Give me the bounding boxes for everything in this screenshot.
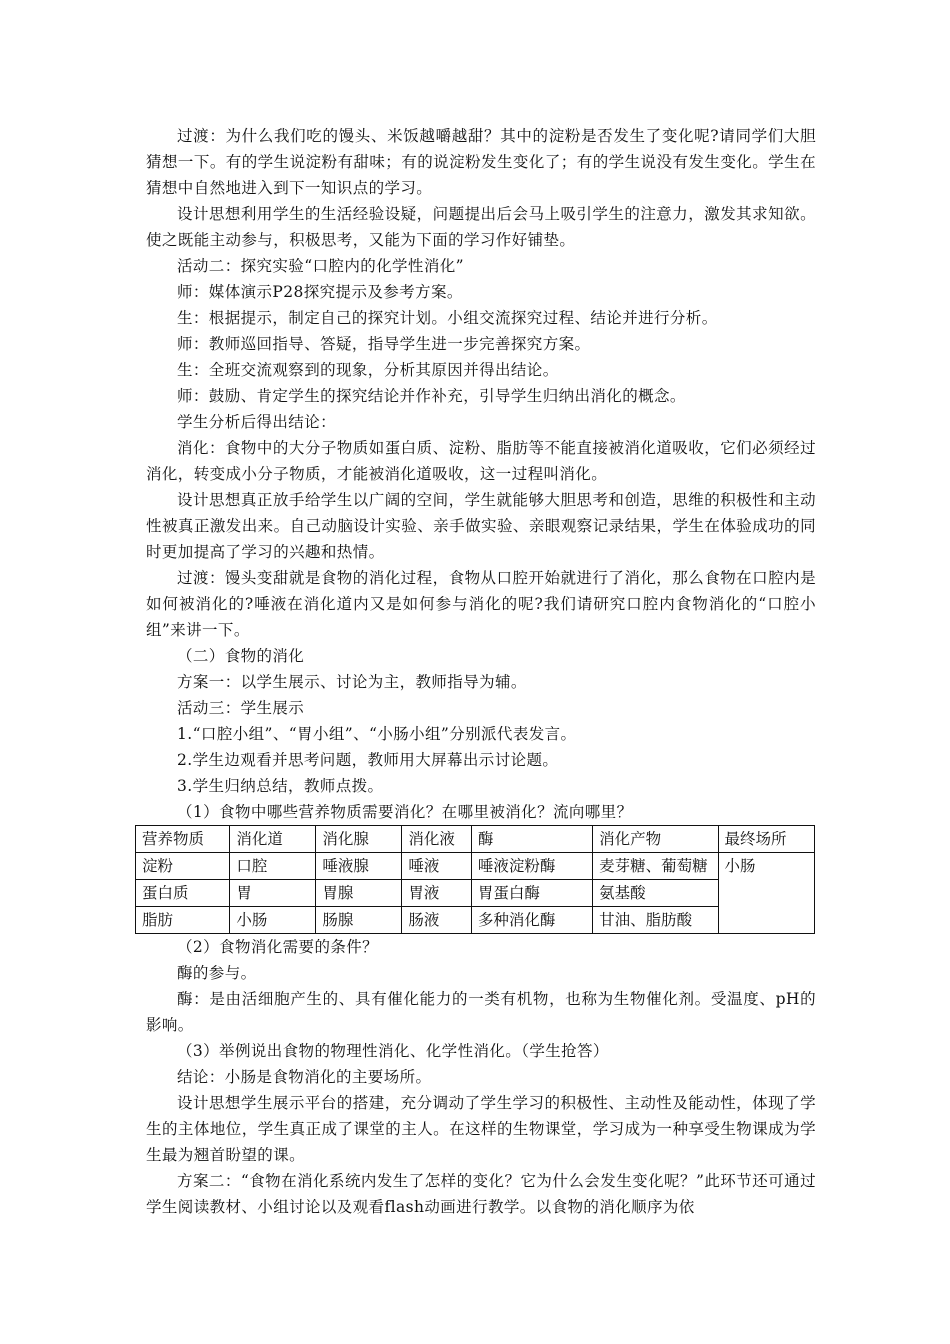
paragraph-conclusion: 结论：小肠是食物消化的主要场所。 (177, 1068, 432, 1086)
list-item-1: 1.“口腔小组”、“胃小组”、“小肠小组”分别派代表发言。 (177, 725, 577, 743)
table-header: 最终场所 (718, 826, 814, 853)
paragraph-design-3: 设计思想学生展示平台的搭建，充分调动了学生学习的积极性、主动性及能动性，体现了学生的主体地位，学生真正成了课堂的主人。在这样的生物课堂，学习成为一种享受生物课成为学生最为翘首盼望的课。 (146, 1094, 816, 1164)
table-cell: 胃蛋白酶 (471, 880, 592, 907)
paragraph-transition-2: 过渡：馒头变甜就是食物的消化过程，食物从口腔开始就进行了消化，那么食物在口腔内是如何被消化的?唾液在消化道内又是如何参与消化的呢?我们请研究口腔内食物消化的“口腔小组”来讲一下。 (146, 569, 816, 639)
question-1: （1）食物中哪些营养物质需要消化？在哪里被消化？流向哪里？ (177, 803, 633, 821)
table-cell: 麦芽糖、葡萄糖 (593, 853, 718, 880)
table-cell: 氨基酸 (593, 880, 718, 907)
table-cell: 胃液 (402, 880, 471, 907)
table-cell: 甘油、脂肪酸 (593, 907, 718, 934)
table-header: 消化道 (230, 826, 316, 853)
paragraph-student-1: 生：根据提示，制定自己的探究计划。小组交流探究过程、结论并进行分析。 (177, 309, 718, 327)
paragraph-plan-2: 方案二：“食物在消化系统内发生了怎样的变化？它为什么会发生变化呢？”此环节还可通过学生阅读教材、小组讨论以及观看flash动画进行教学。以食物的消化顺序为依 (146, 1172, 816, 1216)
table-cell: 肠腺 (316, 907, 402, 934)
paragraph-plan-1: 方案一：以学生展示、讨论为主，教师指导为辅。 (177, 673, 527, 691)
paragraph-teacher-1: 师：媒体演示P28探究提示及参考方案。 (177, 283, 463, 301)
table-header: 消化腺 (316, 826, 402, 853)
section-heading-food-digestion: （二）食物的消化 (177, 647, 305, 665)
paragraph-enzyme-definition: 酶：是由活细胞产生的、具有催化能力的一类有机物，也称为生物催化剂。受温度、pH的影响。 (146, 990, 816, 1034)
table-cell: 唾液腺 (316, 853, 402, 880)
table-cell: 唾液 (402, 853, 471, 880)
paragraph-activity-3: 活动三：学生展示 (177, 699, 305, 717)
document-page (142, 123, 816, 1220)
question-3: （3）举例说出食物的物理性消化、化学性消化。（学生抢答） (177, 1042, 609, 1060)
table-header: 消化液 (402, 826, 471, 853)
table-cell-final-place: 小肠 (718, 853, 814, 934)
paragraph-digestion-definition: 消化：食物中的大分子物质如蛋白质、淀粉、脂肪等不能直接被消化道吸收，它们必须经过消化，转变成小分子物质，才能被消化道吸收，这一过程叫消化。 (146, 439, 816, 483)
paragraph-conclusion-intro: 学生分析后得出结论： (177, 413, 337, 431)
list-item-3: 3.学生归纳总结，教师点拨。 (177, 777, 384, 795)
table-cell: 淀粉 (136, 853, 230, 880)
table-row (136, 853, 815, 880)
table-row (136, 907, 815, 934)
table-header-row (136, 826, 815, 853)
nutrient-digestion-table (135, 825, 815, 934)
table-cell: 胃 (230, 880, 316, 907)
table-cell: 小肠 (230, 907, 316, 934)
table-cell: 脂肪 (136, 907, 230, 934)
answer-2: 酶的参与。 (177, 964, 257, 982)
table-cell: 唾液淀粉酶 (471, 853, 592, 880)
table-header: 消化产物 (593, 826, 718, 853)
table-row (136, 880, 815, 907)
paragraph-design-2: 设计思想真正放手给学生以广阔的空间，学生就能够大胆思考和创造，思维的积极性和主动性被真正激发出来。自己动脑设计实验、亲手做实验、亲眼观察记录结果，学生在体验成功的同时更加提高了学习的兴趣和热情。 (146, 491, 816, 561)
list-item-2: 2.学生边观看并思考问题，教师用大屏幕出示讨论题。 (177, 751, 559, 769)
paragraph-student-2: 生：全班交流观察到的现象，分析其原因并得出结论。 (177, 361, 559, 379)
table-cell: 蛋白质 (136, 880, 230, 907)
table-cell: 口腔 (230, 853, 316, 880)
question-2: （2）食物消化需要的条件？ (177, 938, 379, 956)
table-cell: 多种消化酶 (471, 907, 592, 934)
paragraph-teacher-3: 师：鼓励、肯定学生的探究结论并作补充，引导学生归纳出消化的概念。 (177, 387, 686, 405)
paragraph-design-1: 设计思想利用学生的生活经验设疑，问题提出后会马上吸引学生的注意力，激发其求知欲。使之既能主动参与，积极思考，又能为下面的学习作好铺垫。 (146, 205, 816, 249)
table-header: 酶 (471, 826, 592, 853)
paragraph-transition-1: 过渡：为什么我们吃的馒头、米饭越嚼越甜？其中的淀粉是否发生了变化呢?请同学们大胆猜想一下。有的学生说淀粉有甜味；有的说淀粉发生变化了；有的学生说没有发生变化。学生在猜想中自然地进入到下一知识点的学习。 (146, 127, 816, 197)
paragraph-teacher-2: 师：教师巡回指导、答疑，指导学生进一步完善探究方案。 (177, 335, 591, 353)
table-header: 营养物质 (136, 826, 230, 853)
table-cell: 肠液 (402, 907, 471, 934)
table-cell: 胃腺 (316, 880, 402, 907)
paragraph-activity-2: 活动二：探究实验“口腔内的化学性消化” (177, 257, 464, 275)
